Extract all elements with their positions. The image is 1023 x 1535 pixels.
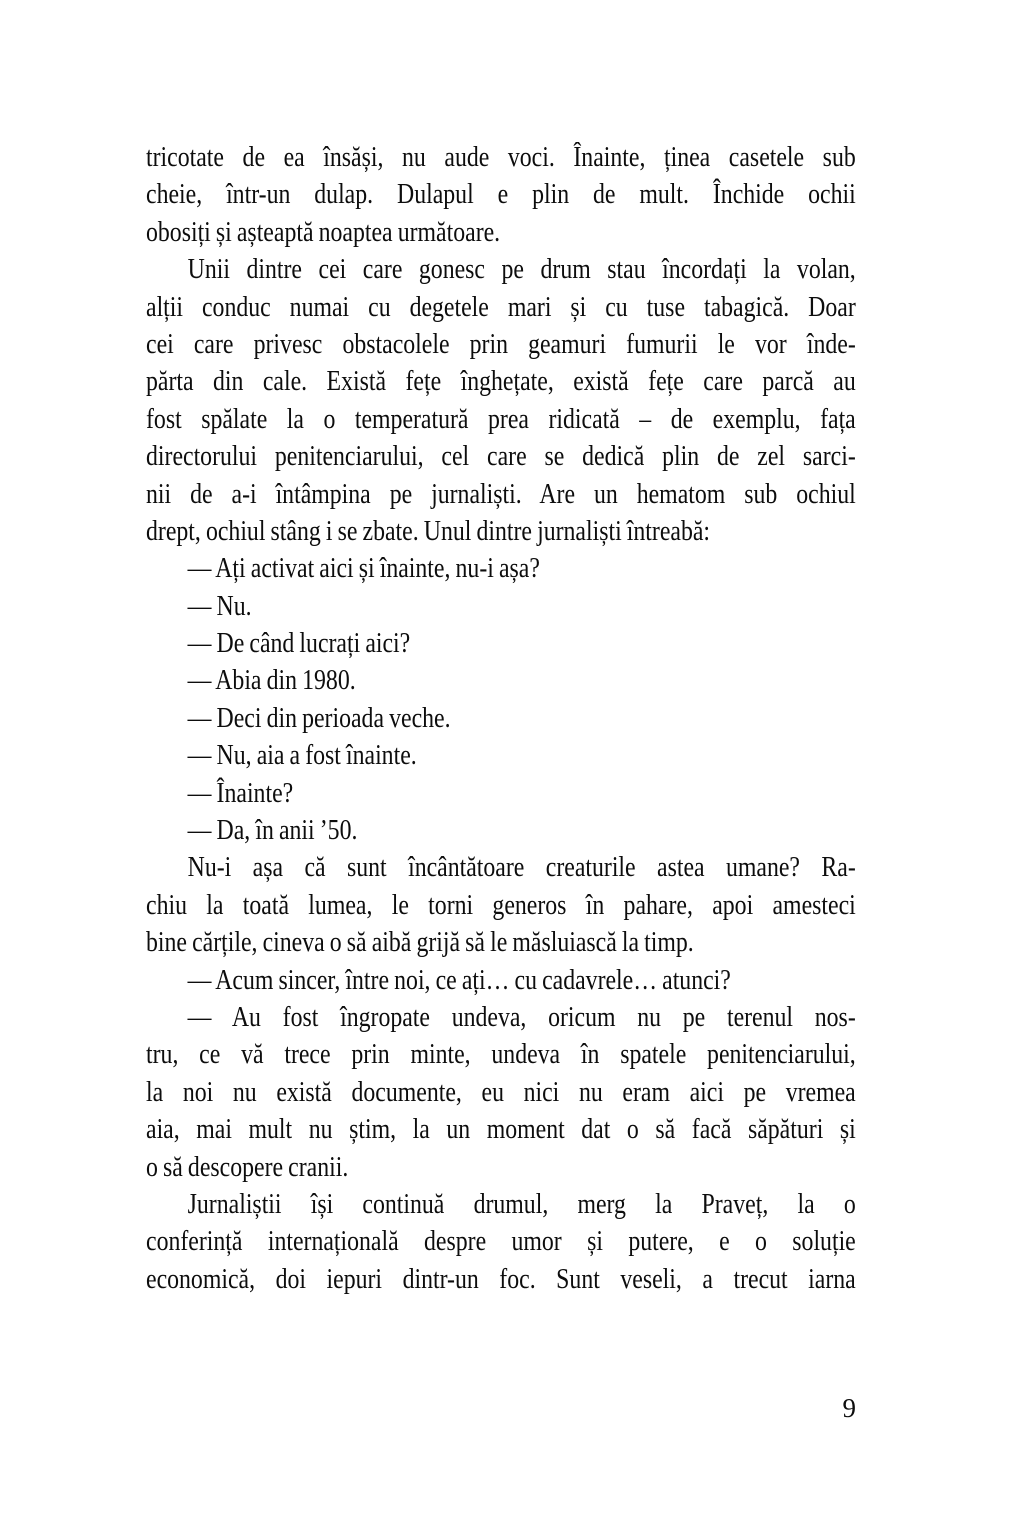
text-line: — Au fost îngropate undeva, oricum nu pe terenul nos- [187, 1001, 856, 1033]
text-line: — Acum sincer, între noi, ce ați… cu cadavrele… atunci? [187, 964, 731, 996]
text-line: — Deci din perioada veche. [187, 702, 451, 734]
text-line: bine cărțile, cineva o să aibă grijă să le măsluiască la timp. [146, 927, 694, 959]
page-number: 9 [842, 1393, 856, 1423]
text-line: economică, doi iepuri dintr-un foc. Sunt veseli, a trecut iarna [146, 1263, 856, 1295]
text-line: — Ați activat aici și înainte, nu-i așa? [187, 553, 540, 585]
text-line: — Nu, aia a fost înainte. [187, 740, 417, 772]
text-line: conferință internațională despre umor și putere, e o soluție [146, 1226, 856, 1258]
text-line: Unii dintre cei care gonesc pe drum stau încordați la volan, [187, 254, 856, 286]
text-line: cei care privesc obstacolele prin geamuri fumurii le vor înde- [146, 328, 856, 360]
text-line: cheie, într-un dulap. Dulapul e plin de mult. Închide ochii [146, 179, 856, 211]
text-line: directorului penitenciarului, cel care se dedică plin de zel sarci- [146, 441, 856, 473]
text-line: părta din cale. Există fețe înghețate, există fețe care parcă au [146, 366, 856, 398]
text-line: o să descopere cranii. [146, 1151, 349, 1183]
text-line: — De când lucrați aici? [187, 628, 411, 660]
text-line: aia, mai mult nu știm, la un moment dat o să facă săpături și [146, 1114, 856, 1146]
text-line: nii de a-i întâmpina pe jurnaliști. Are un hematom sub ochiul [146, 478, 856, 510]
body-text-block [146, 139, 856, 1298]
text-line: chiu la toată lumea, le torni generos în pahare, apoi amesteci [146, 889, 856, 921]
text-line: fost spălate la o temperatură prea ridicată – de exemplu, fața [146, 403, 856, 435]
text-line: tricotate de ea însăși, nu aude voci. Înainte, ținea casetele sub [146, 142, 856, 173]
text-line: alții conduc numai cu degetele mari și cu tuse tabagică. Doar [146, 291, 856, 323]
text-line: Nu-i așa că sunt încântătoare creaturile astea umane? Ra- [187, 852, 856, 884]
text-line: — Înainte? [187, 777, 294, 809]
text-line: obosiți și așteaptă noaptea următoare. [146, 216, 501, 248]
text-line: — Abia din 1980. [187, 665, 356, 697]
text-line: Jurnaliștii își continuă drumul, merg la Praveț, la o [187, 1188, 856, 1220]
text-line: — Nu. [187, 590, 252, 622]
text-line: la noi nu există documente, eu nici nu eram aici pe vremea [146, 1076, 856, 1108]
text-line: — Da, în anii ’50. [187, 815, 358, 847]
text-line: drept, ochiul stâng i se zbate. Unul dintre jurnaliști întreabă: [146, 515, 711, 547]
text-line: tru, ce vă trece prin minte, undeva în spatele penitenciarului, [146, 1039, 856, 1071]
